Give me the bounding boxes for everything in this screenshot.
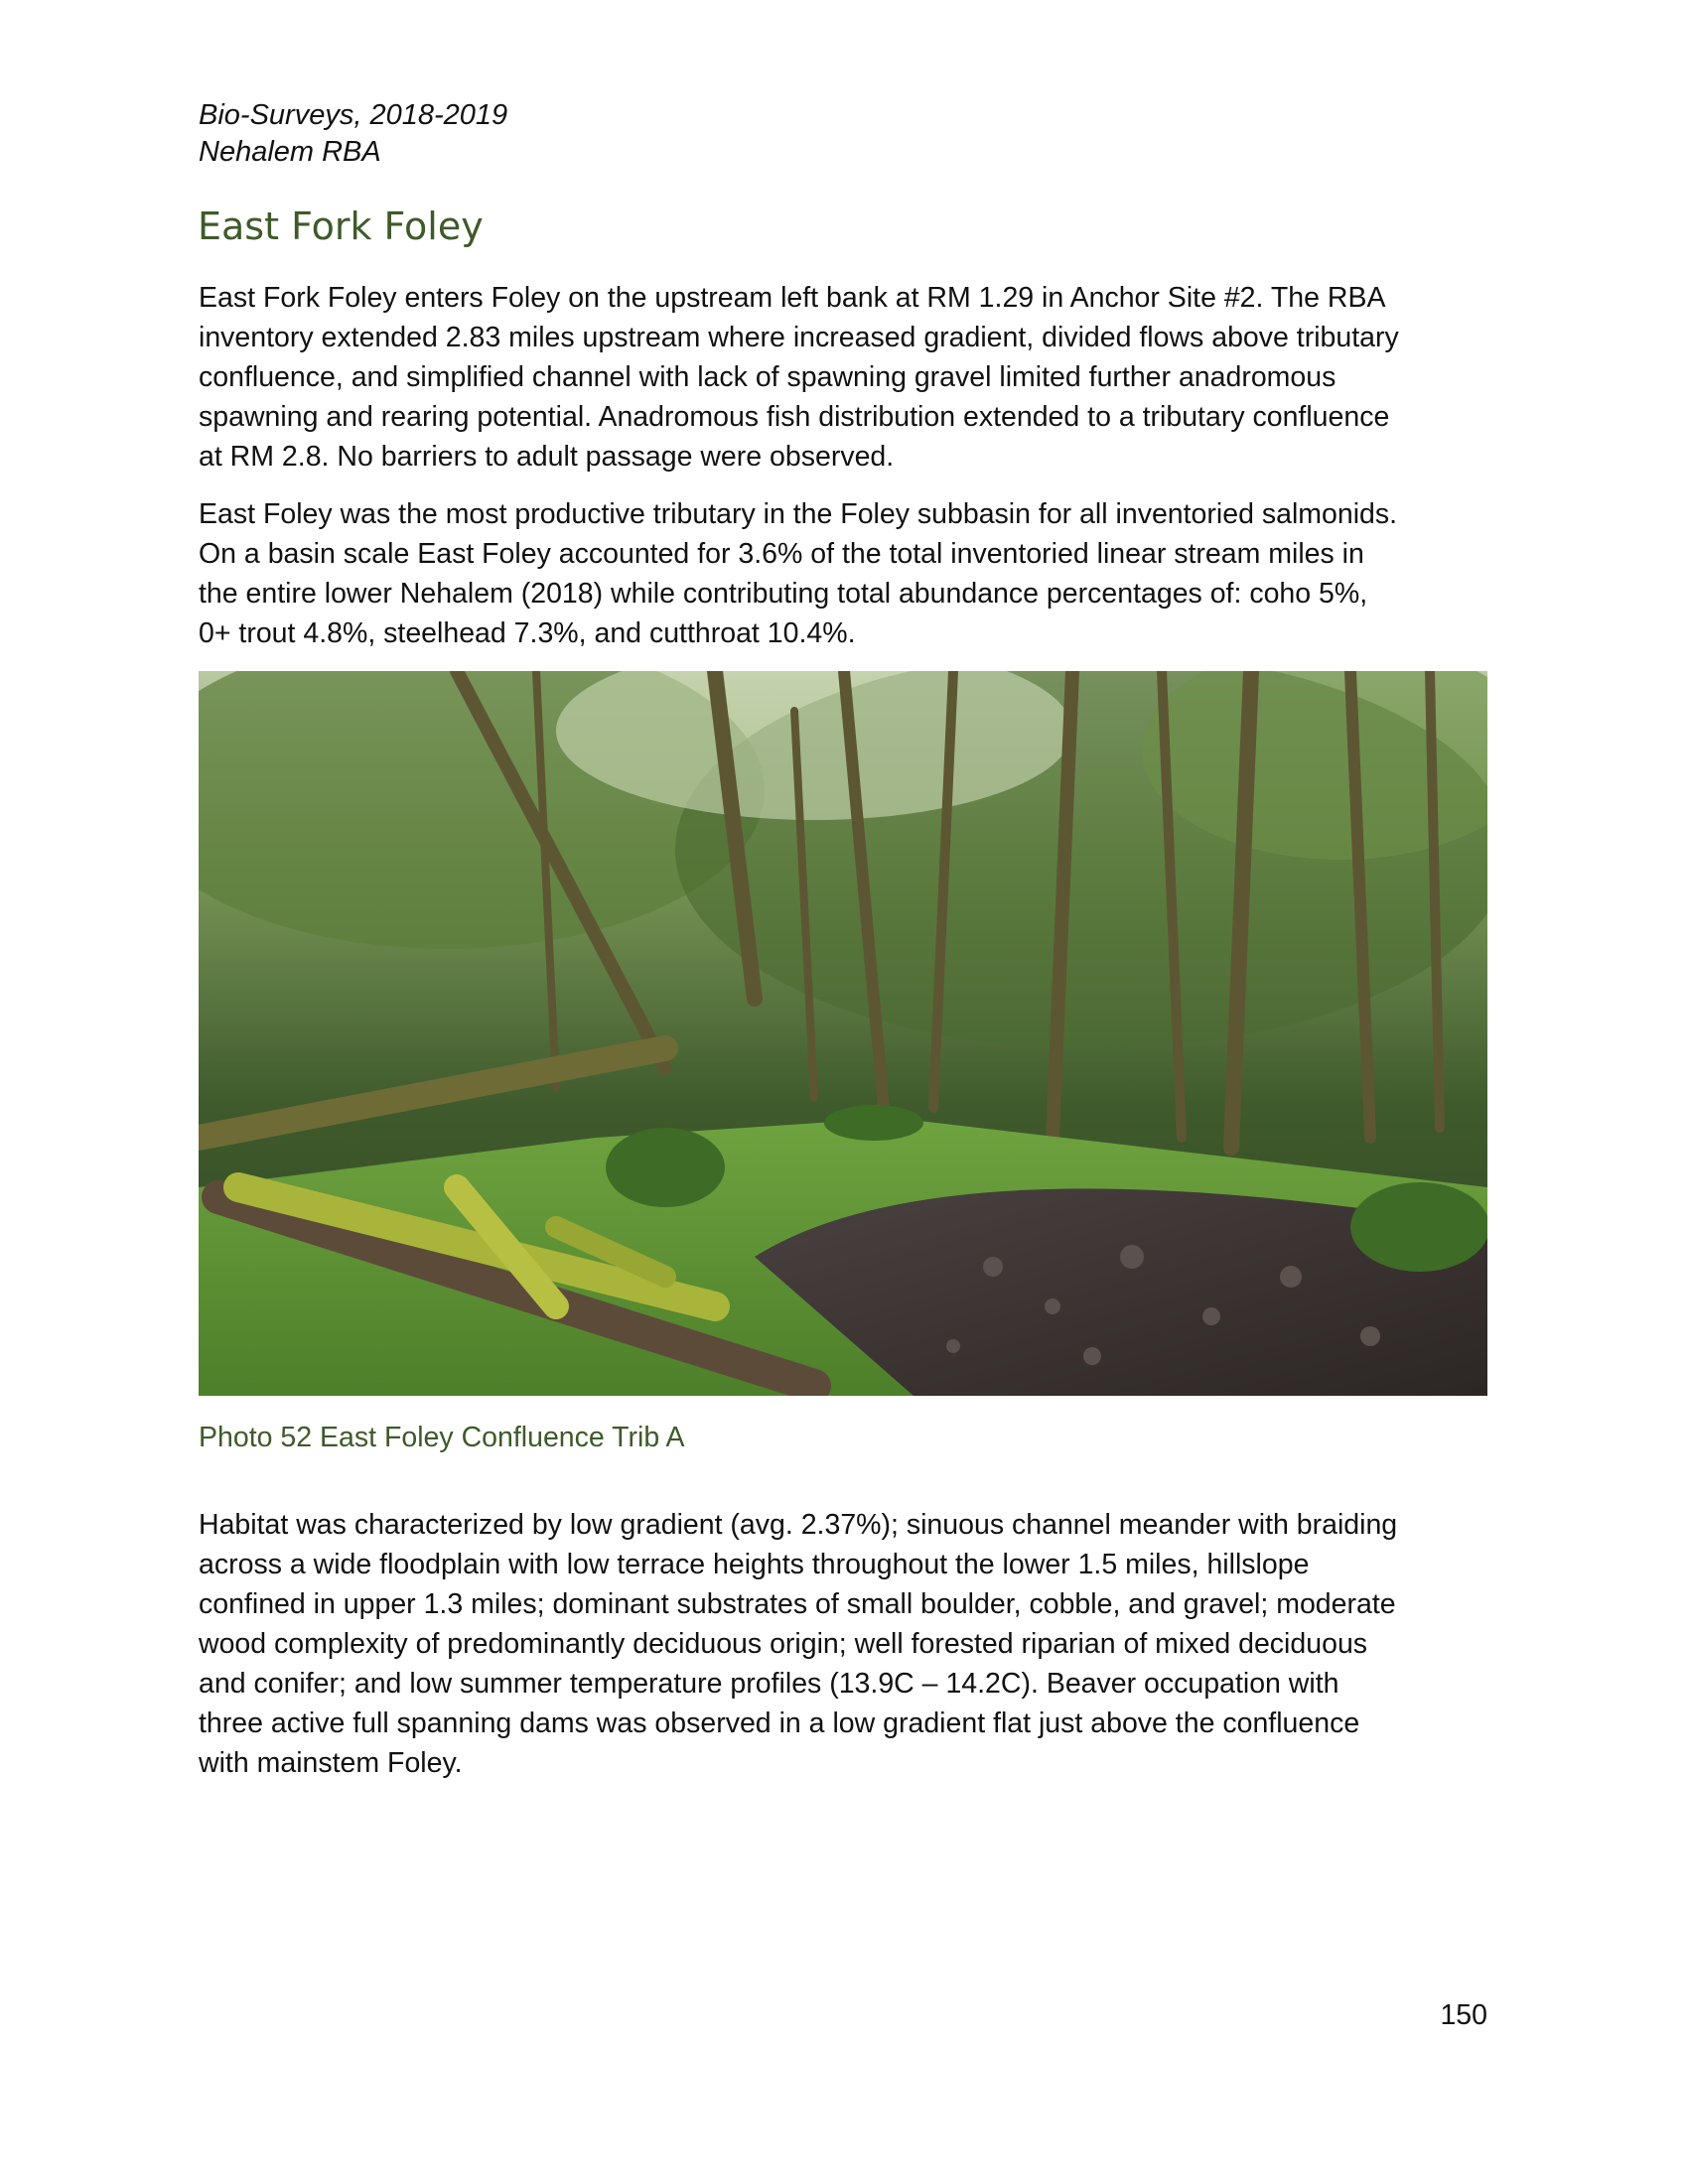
paragraph-line: the entire lower Nehalem (2018) while contributing total abundance percentages of: coho 5%,: [199, 578, 1368, 610]
photo-caption: Photo 52 East Foley Confluence Trib A: [199, 1422, 685, 1453]
forest-stream-illustration: [199, 671, 1487, 1396]
paragraph-line: East Foley was the most productive tributary in the Foley subbasin for all inventoried salmonids.: [199, 498, 1398, 530]
paragraph-line: and conifer; and low summer temperature profiles (13.9C – 14.2C). Beaver occupation with: [199, 1668, 1339, 1700]
paragraph-line: with mainstem Foley.: [199, 1747, 463, 1779]
stream-confluence-photo: [199, 671, 1487, 1396]
paragraph-line: On a basin scale East Foley accounted for 3.6% of the total inventoried linear stream miles in: [199, 538, 1364, 570]
paragraph-line: three active full spanning dams was observed in a low gradient flat just above the confluence: [199, 1707, 1360, 1739]
page-number: 150: [1440, 1999, 1487, 2031]
paragraph-line: inventory extended 2.83 miles upstream where increased gradient, divided flows above tributary: [199, 322, 1399, 353]
paragraph-line: across a wide floodplain with low terrace heights throughout the lower 1.5 miles, hillslope: [199, 1549, 1310, 1580]
paragraph-line: 0+ trout 4.8%, steelhead 7.3%, and cutthroat 10.4%.: [199, 617, 856, 649]
paragraph-line: at RM 2.8. No barriers to adult passage were observed.: [199, 441, 895, 473]
intro-paragraph: [199, 278, 1489, 477]
productivity-paragraph: [199, 494, 1489, 653]
paragraph-line: confined in upper 1.3 miles; dominant substrates of small boulder, cobble, and gravel; moderate: [199, 1588, 1396, 1620]
header-report-title: Bio-Surveys, 2018-2019: [199, 99, 508, 131]
paragraph-line: confluence, and simplified channel with lack of spawning gravel limited further anadromous: [199, 361, 1336, 393]
section-title: East Fork Foley: [198, 205, 484, 248]
paragraph-line: East Fork Foley enters Foley on the upstream left bank at RM 1.29 in Anchor Site #2. The RBA: [199, 282, 1386, 314]
habitat-paragraph: [199, 1505, 1489, 1783]
paragraph-line: spawning and rearing potential. Anadromous fish distribution extended to a tributary confluence: [199, 401, 1390, 433]
paragraph-line: wood complexity of predominantly deciduous origin; well forested riparian of mixed deciduous: [199, 1628, 1368, 1660]
header-basin-name: Nehalem RBA: [199, 136, 381, 168]
running-header: [199, 97, 507, 171]
paragraph-line: Habitat was characterized by low gradient (avg. 2.37%); sinuous channel meander with braiding: [199, 1509, 1398, 1541]
